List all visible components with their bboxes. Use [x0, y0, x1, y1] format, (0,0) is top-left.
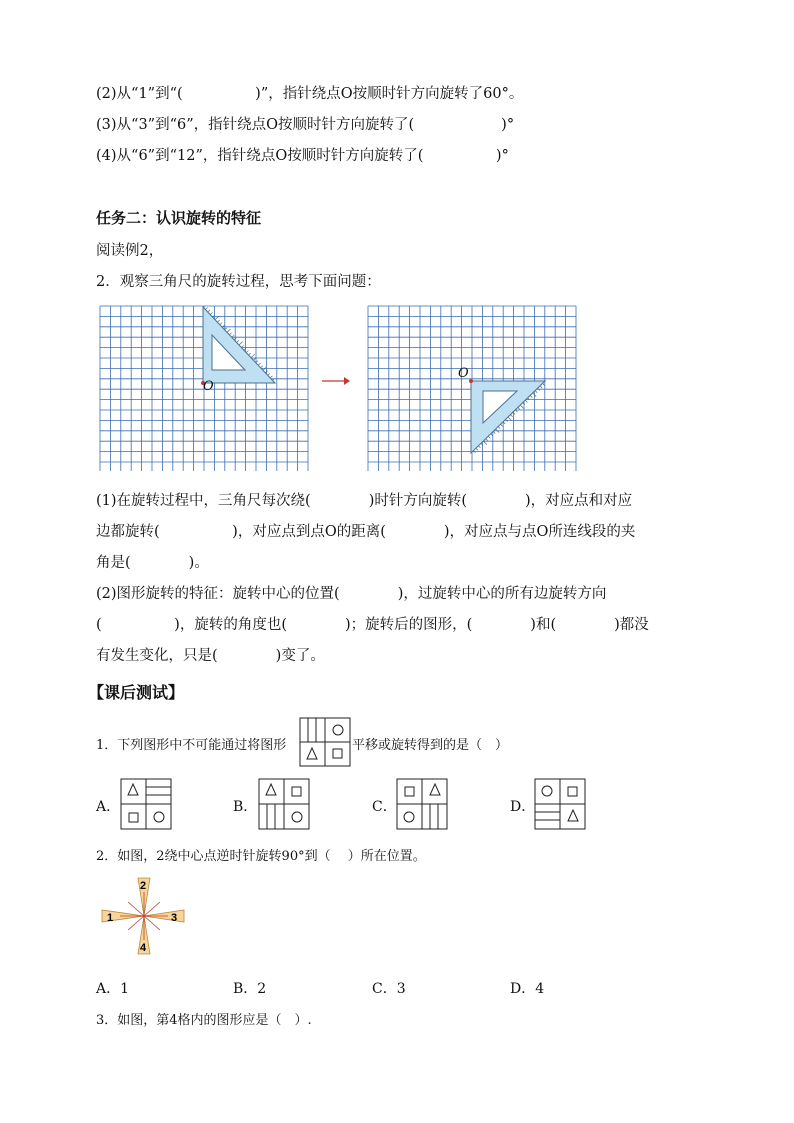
fill1-line1: (1)在旋转过程中，三角尺每次绕( )时针方向旋转( )，对应点和对应 — [96, 493, 633, 509]
q1-option-d-figure[interactable] — [534, 778, 586, 830]
pinwheel-label-3: 3 — [171, 912, 178, 924]
ruler-tick — [239, 342, 243, 345]
ruler-tick — [488, 436, 490, 438]
ruler-tick — [520, 405, 523, 409]
ruler-tick — [525, 400, 527, 402]
ruler-tick — [253, 358, 255, 360]
pinwheel-label-4: 4 — [140, 942, 147, 954]
ruler-tick — [501, 424, 503, 426]
task2-read: 阅读例2， — [96, 243, 164, 259]
pinwheel-label-1: 1 — [107, 912, 114, 924]
q1-option-d-label[interactable]: D． — [510, 799, 536, 815]
rotation-center-after — [469, 379, 473, 383]
q1-option-a-figure[interactable] — [120, 778, 172, 830]
ruler-tick — [208, 310, 210, 312]
grid-after-svg — [367, 305, 577, 471]
test-q3-text: 3．如图，第4格内的图形应是（ ）. — [96, 1013, 312, 1028]
point-o-label-after: O — [458, 366, 469, 381]
ruler-tick — [249, 353, 251, 355]
q1-option-c-label[interactable]: C． — [372, 799, 397, 815]
task2-prompt: 2．观察三角尺的旋转过程，思考下面问题： — [96, 274, 381, 290]
q1-option-b-label[interactable]: B． — [233, 799, 258, 815]
ruler-tick — [258, 363, 260, 365]
fill1-line2: 边都旋转( )，对应点到点O的距离( )，对应点与点O所连线段的夹 — [96, 524, 636, 540]
q1-option-b-figure[interactable] — [258, 778, 310, 830]
ruler-tick — [268, 373, 270, 375]
fill1-line3: 角是( )。 — [96, 555, 209, 571]
fill2-line2: ( )，旋转的角度也( )；旋转后的图形，( )和( )都没 — [96, 617, 649, 633]
grid-figure-before — [99, 305, 309, 471]
fill2-line3: 有发生变化，只是( )变了。 — [96, 648, 325, 664]
ruler-tick — [227, 329, 231, 332]
q1-option-c-figure[interactable] — [396, 778, 448, 830]
ruler-tick — [220, 323, 222, 325]
pinwheel-label-2: 2 — [140, 880, 147, 892]
ruler-tick — [229, 333, 231, 335]
ruler-tick — [530, 395, 532, 397]
ruler-tick — [498, 427, 500, 429]
ruler-tick — [543, 383, 545, 385]
ruler-tick — [210, 313, 212, 315]
ruler-tick — [261, 366, 263, 368]
pinwheel-figure — [100, 876, 188, 956]
ruler-tick — [518, 407, 520, 409]
question-2-text: (2)从“1”到“( )”，指针绕点O按顺时针方向旋转了60°。 — [96, 86, 524, 102]
q2-option-d[interactable]: D．4 — [510, 981, 545, 997]
ruler-tick — [486, 439, 488, 441]
task2-title: 任务二：认识旋转的特征 — [96, 209, 262, 227]
ruler-tick — [251, 354, 255, 357]
q1-reference-figure — [299, 717, 351, 767]
question-3-text: (3)从“3”到“6”，指针绕点O按顺时针方向旋转了( )° — [96, 117, 515, 133]
ruler-tick — [246, 351, 248, 353]
ruler-tick — [217, 320, 219, 322]
fill2-line1: (2)图形旋转的特征：旋转中心的位置( )，过旋转中心的所有边旋转方向 — [96, 586, 607, 602]
grid-figure-after — [367, 305, 577, 471]
test-q2-text: 2．如图，2绕中心点逆时针旋转90°到（ ）所在位置。 — [96, 849, 426, 864]
ruler-tick — [510, 415, 512, 417]
rotation-arrow — [322, 376, 350, 386]
test-q1-before: 1．下列图形中不可能通过将图形 — [96, 738, 287, 753]
ruler-tick — [270, 376, 272, 378]
q2-option-a[interactable]: A．1 — [96, 981, 130, 997]
test-title: 【课后测试】 — [88, 683, 185, 702]
ruler-tick — [540, 386, 542, 388]
point-o-label-before: O — [203, 379, 214, 394]
ruler-tick — [205, 307, 207, 309]
ruler-tick — [478, 446, 480, 448]
ruler-tick — [535, 391, 537, 393]
ruler-tick — [237, 340, 239, 342]
q1-option-a-label[interactable]: A． — [96, 799, 121, 815]
test-q1-after: 平移或旋转得到的是（ ） — [352, 738, 509, 753]
ruler-tick — [493, 431, 495, 433]
q2-option-c[interactable]: C．3 — [372, 981, 406, 997]
q2-option-b[interactable]: B．2 — [233, 981, 267, 997]
question-4-text: (4)从“6”到“12”，指针绕点O按顺时针方向旋转了( )° — [96, 148, 509, 164]
ruler-tick — [476, 448, 478, 450]
